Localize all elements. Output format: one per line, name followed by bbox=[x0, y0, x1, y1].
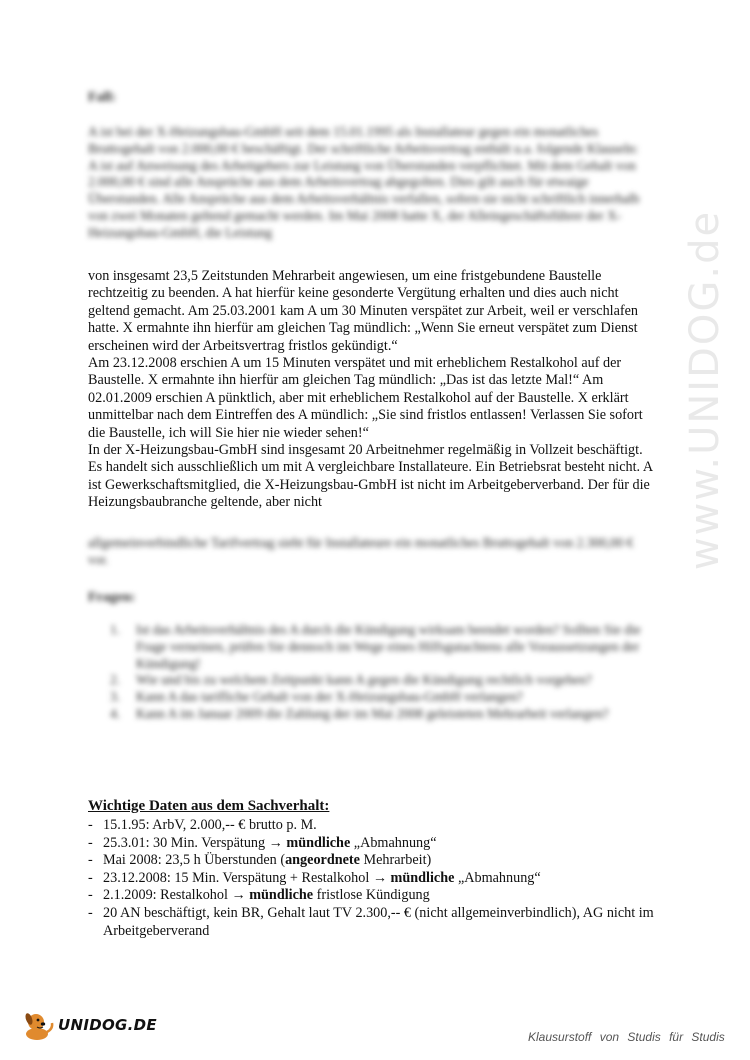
fact-item bbox=[88, 852, 668, 870]
question-number: 4. bbox=[110, 705, 121, 721]
question-number: 3. bbox=[110, 689, 121, 705]
question-item bbox=[110, 672, 650, 689]
fact-text: 25.3.01: 30 Min. Verspätung → mündliche „Abmahnung“ bbox=[103, 834, 437, 851]
fact-text: 2.1.2009: Restalkohol → mündliche fristlose Kündigung bbox=[103, 887, 430, 904]
facts-title: Wichtige Daten aus dem Sachverhalt: bbox=[88, 798, 330, 814]
question-item bbox=[110, 689, 650, 706]
dog-icon bbox=[20, 1008, 56, 1042]
dash-bullet: - bbox=[88, 869, 93, 886]
case-title: Fall: bbox=[88, 90, 116, 105]
question-text: Kann A das tarifliche Gehalt von der X-Heizungsbau-GmbH verlangen? bbox=[136, 689, 523, 705]
fact-item bbox=[88, 817, 668, 835]
question-number: 2. bbox=[110, 672, 121, 688]
footer-tagline: Klausurstoff von Studis für Studis bbox=[528, 1030, 725, 1044]
question-item bbox=[110, 622, 650, 672]
blurred-case-ending: allgemeinverbindliche Tarifvertrag sieht für Installateure ein monatliches Bruttogehalt von 2.300,00 € vor. bbox=[88, 535, 634, 567]
case-text bbox=[88, 268, 658, 512]
dash-bullet: - bbox=[88, 817, 93, 833]
fact-item bbox=[88, 905, 668, 940]
case-paragraph: In der X-Heizungsbau-GmbH sind insgesamt 20 Arbeitnehmer regelmäßig in Vollzeit beschäftigt. Es handelt sich ausschließlich um mit A vergleichbare Installateure. Ein Betriebsrat besteht nicht. A ist Gewerkschaftsmitglied, die X-Heizungsbau-GmbH ist nicht im Arbeitgeberverband. Der für die Heizungsbaubranche geltende, aber nicht bbox=[88, 442, 653, 511]
logo-text: UNIDOG.DE bbox=[58, 1016, 157, 1034]
dash-bullet: - bbox=[88, 887, 93, 904]
fact-item bbox=[88, 870, 668, 888]
dash-bullet: - bbox=[88, 904, 93, 921]
question-text: Ist das Arbeitsverhältnis des A durch die Kündigung wirksam beendet worden? Sollten Sie die Frage verneinen, prüfen Sie dennoch im Wege eines Hilfsgutachtens alle Voraussetzungen der Kündigung! bbox=[136, 622, 641, 671]
fact-text: 20 AN beschäftigt, kein BR, Gehalt laut TV 2.300,-- € (nicht allgemeinverbindlich), AG nicht im Arbeitgeberverand bbox=[103, 904, 654, 939]
arrow-icon: → bbox=[268, 834, 283, 851]
question-text: Kann A im Januar 2009 die Zahlung der im Mai 2008 geleisteten Mehrarbeit verlangen? bbox=[136, 705, 609, 721]
question-number: 1. bbox=[110, 622, 121, 637]
question-text: Wie und bis zu welchem Zeitpunkt kann A gegen die Kündigung rechtlich vorgehen? bbox=[136, 672, 592, 688]
questions-title: Fragen: bbox=[88, 590, 136, 605]
dash-bullet: - bbox=[88, 834, 93, 851]
fact-item bbox=[88, 835, 668, 853]
case-paragraph: Am 23.12.2008 erschien A um 15 Minuten verspätet und mit erheblichem Restalkohol auf der Baustelle. X ermahnte ihn hierfür am gleichen Tag mündlich: „Das ist das letzte Mal!“ Am 02.01.2009 erschien A pünktlich, aber mit erheblichem Restalkohol auf der Baustelle. X erklärt unmittelbar nach dem Eintreffen des A mündlich: „Sie sind fristlos entlassen! Verlassen Sie sofort die Baustelle, ich will Sie hier nie wieder sehen!“ bbox=[88, 355, 643, 441]
fact-text: Mai 2008: 23,5 h Überstunden (angeordnete Mehrarbeit) bbox=[103, 852, 432, 869]
unidog-logo bbox=[20, 1008, 157, 1042]
fact-text: 15.1.95: ArbV, 2.000,-- € brutto p. M. bbox=[103, 817, 317, 833]
question-item bbox=[110, 706, 650, 723]
arrow-icon: → bbox=[231, 887, 246, 904]
arrow-icon: → bbox=[372, 869, 387, 886]
facts-list bbox=[88, 817, 668, 940]
fact-text: 23.12.2008: 15 Min. Verspätung + Restalkohol → mündliche „Abmahnung“ bbox=[103, 869, 541, 886]
dash-bullet: - bbox=[88, 852, 93, 869]
blurred-case-intro: A ist bei der X-Heizungsbau-GmbH seit dem 15.01.1995 als Installateur gegen ein monatliches Bruttogehalt von 2.000,00 € beschäftigt. Der schriftliche Arbeitsvertrag enthält u.a. folgende Klauseln: A ist auf Anweisung des Arbeitgebers zur Leistung von Überstunden verpflichtet. Mit dem Gehalt von 2.000,00 € sind alle Ansprüche aus dem Arbeitsvertrag abgegolten. Dies gilt auch für etwaige Überstunden. Alle Ansprüche aus dem Arbeitsverhältnis verfallen, sofern sie nicht schriftlich innerhalb von zwei Monaten geltend gemacht werden. Im Mai 2008 hatte X, der Alleingeschäftsführer der X-Heizungsbau-GmbH, die Leistung bbox=[88, 124, 640, 240]
questions-list bbox=[110, 622, 650, 723]
watermark: www.UNIDOG.de bbox=[682, 209, 728, 571]
fact-item bbox=[88, 887, 668, 905]
case-paragraph: von insgesamt 23,5 Zeitstunden Mehrarbeit angewiesen, um eine fristgebundene Baustelle rechtzeitig zu beenden. A hat hierfür keine gesonderte Vergütung erhalten und dies auch nicht geltend gemacht. Am 25.03.2001 kam A um 30 Minuten verspätet zur Arbeit, weil er verschlafen hatte. X ermahnte ihn hierfür am gleichen Tag mündlich: „Wenn Sie erneut verspätet zum Dienst erscheinen wird der Arbeitsvertrag fristlos gekündigt.“ bbox=[88, 268, 639, 354]
